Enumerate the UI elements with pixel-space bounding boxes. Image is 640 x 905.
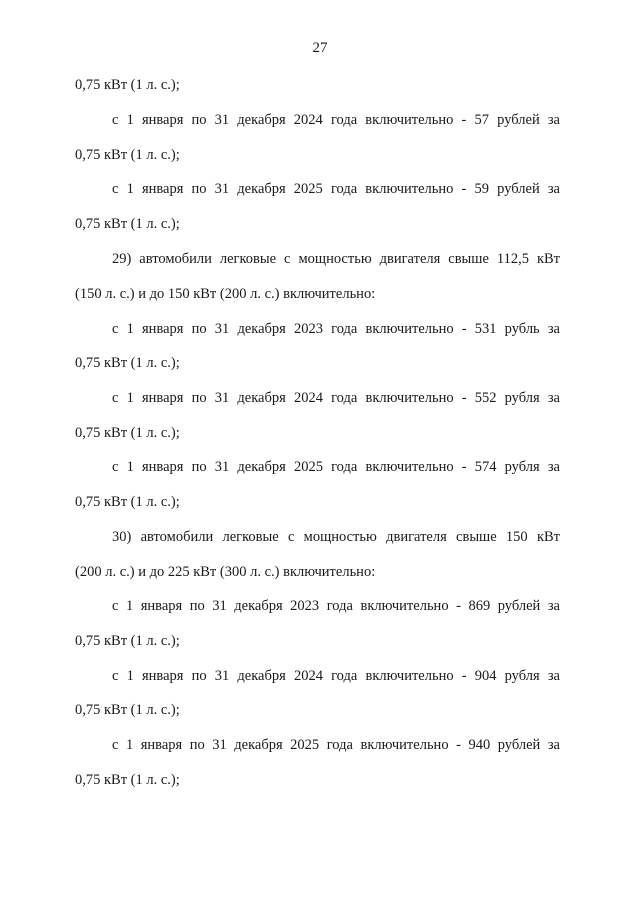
text-line: 0,75 кВт (1 л. с.); bbox=[75, 216, 180, 232]
text-line: с 1 января по 31 декабря 2024 года включительно - 904 рубля за bbox=[112, 668, 560, 684]
text-line: 0,75 кВт (1 л. с.); bbox=[75, 633, 180, 649]
text-line: 0,75 кВт (1 л. с.); bbox=[75, 77, 180, 93]
text-line: 0,75 кВт (1 л. с.); bbox=[75, 494, 180, 510]
text-line: 0,75 кВт (1 л. с.); bbox=[75, 425, 180, 441]
text-line: с 1 января по 31 декабря 2024 года включительно - 57 рублей за bbox=[112, 112, 560, 128]
text-line: (200 л. с.) и до 225 кВт (300 л. с.) включительно: bbox=[75, 564, 376, 580]
text-line: с 1 января по 31 декабря 2023 года включительно - 531 рубль за bbox=[112, 321, 560, 337]
text-line: 30) автомобили легковые с мощностью двигателя свыше 150 кВт bbox=[112, 529, 560, 545]
text-line: 0,75 кВт (1 л. с.); bbox=[75, 355, 180, 371]
text-line: с 1 января по 31 декабря 2023 года включительно - 869 рублей за bbox=[112, 598, 560, 614]
text-line: (150 л. с.) и до 150 кВт (200 л. с.) включительно: bbox=[75, 286, 376, 302]
text-line: с 1 января по 31 декабря 2025 года включительно - 940 рублей за bbox=[112, 737, 560, 753]
text-line: 29) автомобили легковые с мощностью двигателя свыше 112,5 кВт bbox=[112, 251, 560, 267]
text-line: с 1 января по 31 декабря 2025 года включительно - 574 рубля за bbox=[112, 459, 560, 475]
page-number: 27 bbox=[312, 40, 328, 56]
text-line: 0,75 кВт (1 л. с.); bbox=[75, 147, 180, 163]
text-line: с 1 января по 31 декабря 2025 года включительно - 59 рублей за bbox=[112, 181, 560, 197]
text-line: 0,75 кВт (1 л. с.); bbox=[75, 772, 180, 788]
text-line: 0,75 кВт (1 л. с.); bbox=[75, 702, 180, 718]
text-line: с 1 января по 31 декабря 2024 года включительно - 552 рубля за bbox=[112, 390, 560, 406]
